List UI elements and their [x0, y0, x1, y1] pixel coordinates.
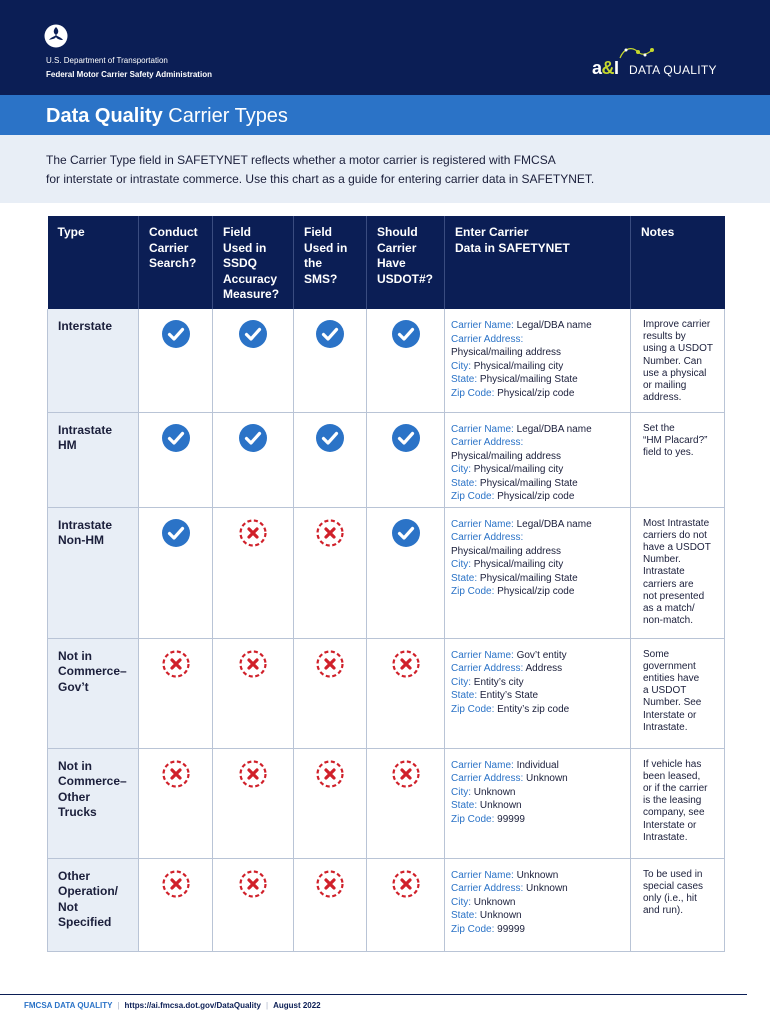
- column-header-line: USDOT#?: [377, 271, 434, 286]
- field-value: Unknown: [473, 786, 516, 798]
- field-label: Carrier Address:: [451, 532, 524, 544]
- agency-line1: U.S. Department of Transportation: [46, 56, 168, 65]
- notes-line: company, see: [643, 807, 705, 819]
- notes-line: not presented: [643, 590, 705, 602]
- carrier-type-line: Gov’t: [58, 679, 89, 694]
- notes-line: Some: [643, 648, 670, 660]
- notes-line: Intrastate: [643, 566, 685, 578]
- enter-data-line: [451, 869, 622, 883]
- field-value: Physical/mailing State: [479, 572, 578, 584]
- mark-cell: [294, 638, 367, 748]
- column-header-line: Notes: [641, 225, 675, 239]
- field-label: State:: [451, 572, 478, 584]
- mark-cell: [139, 309, 213, 412]
- field-label: State:: [451, 374, 478, 386]
- x-icon: [391, 649, 421, 679]
- enter-data-cell: [445, 507, 631, 638]
- table-row: [48, 507, 725, 638]
- agency-name: [46, 54, 212, 82]
- field-label: Carrier Name:: [451, 518, 514, 530]
- field-label: City:: [451, 786, 471, 798]
- title-bold: Data Quality: [46, 105, 163, 127]
- brand-ampersand: &: [601, 58, 615, 78]
- enter-data-line: [451, 373, 622, 387]
- carrier-type-line: Non-HM: [58, 533, 104, 547]
- field-label: City:: [451, 360, 471, 372]
- notes-line: carriers do not: [643, 529, 707, 541]
- table-header-row: [48, 216, 725, 309]
- page-title: [46, 104, 288, 128]
- check-icon: [391, 319, 421, 349]
- field-label: Carrier Name:: [451, 423, 514, 435]
- field-value: Gov’t entity: [516, 649, 567, 661]
- carrier-type-line: Specified: [58, 915, 112, 929]
- field-label: City:: [451, 676, 471, 688]
- notes-line: address.: [643, 392, 682, 404]
- enter-data-line: [451, 896, 622, 910]
- intro-line1: The Carrier Type field in SAFETYNET reflects whether a motor carrier is registered with FMCSA: [46, 153, 556, 167]
- notes-line: Intrastate.: [643, 721, 688, 733]
- notes-line: use a physical: [643, 367, 707, 379]
- field-label: State:: [451, 477, 478, 489]
- notes-line: Most Intrastate: [643, 517, 710, 529]
- mark-cell: [213, 507, 294, 638]
- column-header-line: Have: [377, 256, 406, 270]
- check-icon: [161, 319, 191, 349]
- column-header-enter-data: [445, 216, 631, 309]
- table-row: [48, 858, 725, 951]
- field-value: Physical/mailing address: [451, 545, 562, 557]
- enter-data-cell: [445, 309, 631, 412]
- mark-cell: [367, 412, 445, 507]
- x-icon: [161, 649, 191, 679]
- notes-line: as a match/: [643, 602, 695, 614]
- field-value: Legal/DBA name: [516, 518, 592, 530]
- column-header-line: SSDQ: [223, 256, 258, 270]
- enter-data-line: [451, 786, 622, 800]
- footer-rule: [0, 994, 747, 995]
- mark-cell: [294, 507, 367, 638]
- agency-line2: Federal Motor Carrier Safety Administration: [46, 70, 212, 79]
- enter-data-cell: [445, 748, 631, 858]
- carrier-type-line: HM: [58, 438, 77, 452]
- notes-cell: [631, 412, 725, 507]
- notes-cell: [631, 507, 725, 638]
- column-header-line: Should: [377, 225, 418, 239]
- field-value: Physical/zip code: [497, 586, 575, 598]
- field-value: Entity’s zip code: [497, 703, 570, 715]
- enter-data-line: [451, 558, 622, 572]
- field-value: Legal/DBA name: [516, 320, 592, 331]
- mark-cell: [213, 412, 294, 507]
- x-icon: [238, 518, 268, 548]
- mark-cell: [294, 748, 367, 858]
- notes-cell: [631, 309, 725, 412]
- intro-text: [46, 151, 736, 189]
- enter-data-line: [451, 662, 622, 676]
- x-icon: [238, 759, 268, 789]
- notes-line: been leased,: [643, 770, 701, 782]
- carrier-type-cell: [48, 748, 139, 858]
- notes-line: field to yes.: [643, 446, 694, 458]
- carrier-type-cell: [48, 638, 139, 748]
- column-header-line: Measure?: [223, 287, 280, 301]
- column-header-line: Carrier: [377, 240, 417, 255]
- x-icon: [238, 869, 268, 899]
- enter-data-line: [451, 799, 622, 813]
- notes-cell: [631, 638, 725, 748]
- intro-line2: for interstate or intrastate commerce. Use this chart as a guide for entering carrier data in SAFETYNET.: [46, 172, 595, 186]
- field-value: Unknown: [479, 910, 522, 922]
- x-icon: [161, 759, 191, 789]
- notes-line: Improve carrier: [643, 319, 711, 330]
- carrier-types-table: [47, 216, 725, 952]
- enter-data-line: [451, 923, 622, 937]
- field-value: Entity’s State: [479, 690, 539, 702]
- field-label: State:: [451, 910, 478, 922]
- carrier-type-line: Intrastate: [58, 517, 113, 532]
- enter-data-line: [451, 423, 622, 437]
- column-header-notes: [631, 216, 725, 309]
- notes-line: If vehicle has: [643, 758, 702, 770]
- mark-cell: [367, 748, 445, 858]
- field-label: Carrier Address:: [451, 883, 524, 895]
- x-icon: [238, 649, 268, 679]
- enter-data-line: [451, 319, 622, 333]
- field-value: Physical/mailing city: [473, 559, 564, 571]
- column-header-line: the: [304, 256, 322, 270]
- mark-cell: [139, 748, 213, 858]
- x-icon: [391, 869, 421, 899]
- check-icon: [315, 319, 345, 349]
- carrier-type-line: Commerce–: [58, 774, 127, 788]
- mark-cell: [139, 638, 213, 748]
- notes-line: Intrastate.: [643, 831, 688, 843]
- enter-data-cell: [445, 412, 631, 507]
- carrier-type-line: Other: [58, 789, 91, 804]
- field-label: City:: [451, 559, 471, 571]
- table-row: [48, 309, 725, 412]
- x-icon: [315, 869, 345, 899]
- footer: [24, 1001, 321, 1010]
- x-icon: [391, 759, 421, 789]
- enter-data-cell: [445, 638, 631, 748]
- field-value: Physical/mailing city: [473, 464, 564, 476]
- field-label: Carrier Name:: [451, 320, 514, 331]
- enter-data-line: [451, 477, 622, 491]
- check-icon: [238, 423, 268, 453]
- notes-line: special cases: [643, 880, 704, 892]
- enter-data-line: [451, 676, 622, 690]
- enter-data-line: [451, 703, 622, 717]
- field-label: Zip Code:: [451, 387, 495, 399]
- field-label: Carrier Address:: [451, 437, 524, 449]
- field-value: Individual: [516, 759, 559, 771]
- notes-line: Number.: [643, 554, 681, 566]
- enter-data-line: [451, 531, 622, 545]
- field-value: Physical/mailing address: [451, 347, 562, 359]
- notes-line: or if the carrier: [643, 782, 708, 794]
- field-label: Carrier Name:: [451, 759, 514, 771]
- x-icon: [315, 649, 345, 679]
- notes-line: or mailing: [643, 380, 687, 392]
- notes-line: results by: [643, 331, 686, 343]
- field-label: State:: [451, 800, 478, 812]
- enter-data-line: [451, 436, 622, 450]
- carrier-type-line: Operation/: [58, 884, 119, 898]
- notes-line: “HM Placard?”: [643, 434, 708, 446]
- check-icon: [161, 518, 191, 548]
- enter-data-line: [451, 572, 622, 586]
- enter-data-line: [451, 387, 622, 401]
- enter-data-line: [451, 490, 622, 504]
- column-header-line: Accuracy: [223, 271, 278, 286]
- notes-line: a USDOT: [643, 685, 687, 697]
- enter-data-line: [451, 333, 622, 347]
- enter-data-line: [451, 649, 622, 663]
- field-value: Legal/DBA name: [516, 423, 592, 435]
- notes-line: non-match.: [643, 615, 694, 627]
- footer-separator: |: [265, 1001, 269, 1010]
- mark-cell: [139, 858, 213, 951]
- column-header-line: Data in SAFETYNET: [455, 240, 570, 255]
- field-label: Carrier Name:: [451, 649, 514, 661]
- field-label: Zip Code:: [451, 703, 495, 715]
- enter-data-cell: [445, 858, 631, 951]
- x-icon: [315, 759, 345, 789]
- field-value: Entity’s city: [473, 676, 524, 688]
- mark-cell: [213, 858, 294, 951]
- carrier-type-cell: [48, 507, 139, 638]
- field-value: Unknown: [473, 896, 516, 908]
- check-icon: [391, 423, 421, 453]
- field-value: Unknown: [479, 800, 522, 812]
- notes-line: Set the: [643, 422, 675, 434]
- check-icon: [315, 423, 345, 453]
- mark-cell: [139, 507, 213, 638]
- mark-cell: [294, 309, 367, 412]
- field-label: Carrier Address:: [451, 663, 524, 675]
- field-value: 99999: [497, 923, 525, 935]
- notes-line: Number. Can: [643, 355, 702, 367]
- field-value: Physical/zip code: [497, 387, 575, 399]
- enter-data-line: [451, 813, 622, 827]
- notes-line: To be used in: [643, 868, 703, 880]
- field-value: 99999: [497, 813, 525, 825]
- dot-triskelion-icon: [44, 24, 68, 48]
- notes-line: Interstate or: [643, 819, 697, 831]
- notes-line: and run).: [643, 905, 684, 917]
- check-icon: [161, 423, 191, 453]
- carrier-type-line: Intrastate: [58, 422, 113, 437]
- carrier-type-line: Interstate: [58, 319, 113, 333]
- enter-data-line: [451, 346, 622, 360]
- field-label: State:: [451, 690, 478, 702]
- mark-cell: [213, 638, 294, 748]
- enter-data-line: [451, 909, 622, 923]
- column-header-line: Enter Carrier: [455, 225, 529, 239]
- notes-cell: [631, 858, 725, 951]
- column-header-line: Field: [223, 225, 252, 239]
- carrier-type-cell: [48, 858, 139, 951]
- carrier-type-cell: [48, 309, 139, 412]
- carrier-type-line: Commerce–: [58, 664, 127, 678]
- column-header-usdot: [367, 216, 445, 309]
- check-icon: [238, 319, 268, 349]
- check-icon: [391, 518, 421, 548]
- mark-cell: [294, 858, 367, 951]
- title-light: Carrier Types: [168, 105, 288, 127]
- field-value: Physical/mailing city: [473, 360, 564, 372]
- field-value: Physical/mailing address: [451, 450, 562, 462]
- carrier-type-line: Not in: [58, 648, 92, 663]
- field-value: Physical/mailing State: [479, 477, 578, 489]
- column-header-line: SMS?: [304, 271, 338, 286]
- enter-data-line: [451, 759, 622, 773]
- column-header-line: Carrier: [149, 240, 189, 255]
- field-label: City:: [451, 896, 471, 908]
- enter-data-line: [451, 518, 622, 532]
- footer-date: August 2022: [273, 1001, 321, 1010]
- field-label: Zip Code:: [451, 923, 495, 935]
- enter-data-line: [451, 585, 622, 599]
- table-row: [48, 748, 725, 858]
- mark-cell: [367, 309, 445, 412]
- column-header-sms: [294, 216, 367, 309]
- carrier-type-line: Other: [58, 868, 91, 883]
- mark-cell: [294, 412, 367, 507]
- enter-data-line: [451, 463, 622, 477]
- table-row: [48, 638, 725, 748]
- enter-data-line: [451, 882, 622, 896]
- mark-cell: [367, 638, 445, 748]
- notes-line: only (i.e., hit: [643, 892, 697, 904]
- notes-line: Number. See: [643, 697, 702, 709]
- field-label: Carrier Address:: [451, 773, 524, 785]
- footer-url[interactable]: https://ai.fmcsa.dot.gov/DataQuality: [124, 1001, 261, 1010]
- column-header-type: [48, 216, 139, 309]
- field-label: Zip Code:: [451, 586, 495, 598]
- mark-cell: [367, 507, 445, 638]
- field-label: Zip Code:: [451, 491, 495, 503]
- notes-line: have a USDOT: [643, 541, 711, 553]
- notes-line: carriers are: [643, 578, 694, 590]
- carrier-type-line: Not in: [58, 758, 92, 773]
- field-label: City:: [451, 464, 471, 476]
- field-value: Unknown: [526, 883, 568, 895]
- column-header-line: Used in: [223, 240, 267, 255]
- carrier-type-cell: [48, 412, 139, 507]
- mark-cell: [139, 412, 213, 507]
- field-value: Unknown: [526, 773, 568, 785]
- column-header-line: Used in: [304, 240, 348, 255]
- enter-data-line: [451, 450, 622, 464]
- notes-line: is the leasing: [643, 795, 702, 807]
- field-value: Physical/zip code: [497, 491, 575, 503]
- field-label: Carrier Address:: [451, 333, 524, 345]
- carrier-type-line: Trucks: [58, 805, 97, 819]
- brand-mark: a&I: [592, 58, 619, 78]
- mark-cell: [367, 858, 445, 951]
- table-body: [48, 309, 725, 951]
- mark-cell: [213, 748, 294, 858]
- column-header-line: Type: [57, 225, 85, 239]
- field-label: Zip Code:: [451, 813, 495, 825]
- notes-cell: [631, 748, 725, 858]
- field-label: Carrier Name:: [451, 869, 514, 881]
- notes-line: Interstate or: [643, 709, 697, 721]
- column-header-line: Conduct: [149, 225, 198, 239]
- column-header-line: Search?: [149, 256, 197, 270]
- enter-data-line: [451, 360, 622, 374]
- x-icon: [161, 869, 191, 899]
- table-row: [48, 412, 725, 507]
- enter-data-line: [451, 772, 622, 786]
- mark-cell: [213, 309, 294, 412]
- enter-data-line: [451, 545, 622, 559]
- footer-brand: FMCSA DATA QUALITY: [24, 1001, 113, 1010]
- field-value: Physical/mailing State: [479, 374, 578, 386]
- notes-line: using a USDOT: [643, 343, 714, 355]
- column-header-line: Field: [304, 225, 333, 239]
- column-header-conduct-search: [139, 216, 213, 309]
- notes-line: government: [643, 660, 696, 672]
- field-value: Address: [525, 663, 563, 675]
- brand-subtitle: DATA QUALITY: [629, 63, 717, 77]
- carrier-type-line: Not: [58, 899, 78, 914]
- enter-data-line: [451, 689, 622, 703]
- footer-separator: |: [117, 1001, 120, 1010]
- column-header-ssdq-measure: [213, 216, 294, 309]
- field-value: Unknown: [516, 869, 559, 881]
- x-icon: [315, 518, 345, 548]
- notes-line: entities have: [643, 672, 700, 684]
